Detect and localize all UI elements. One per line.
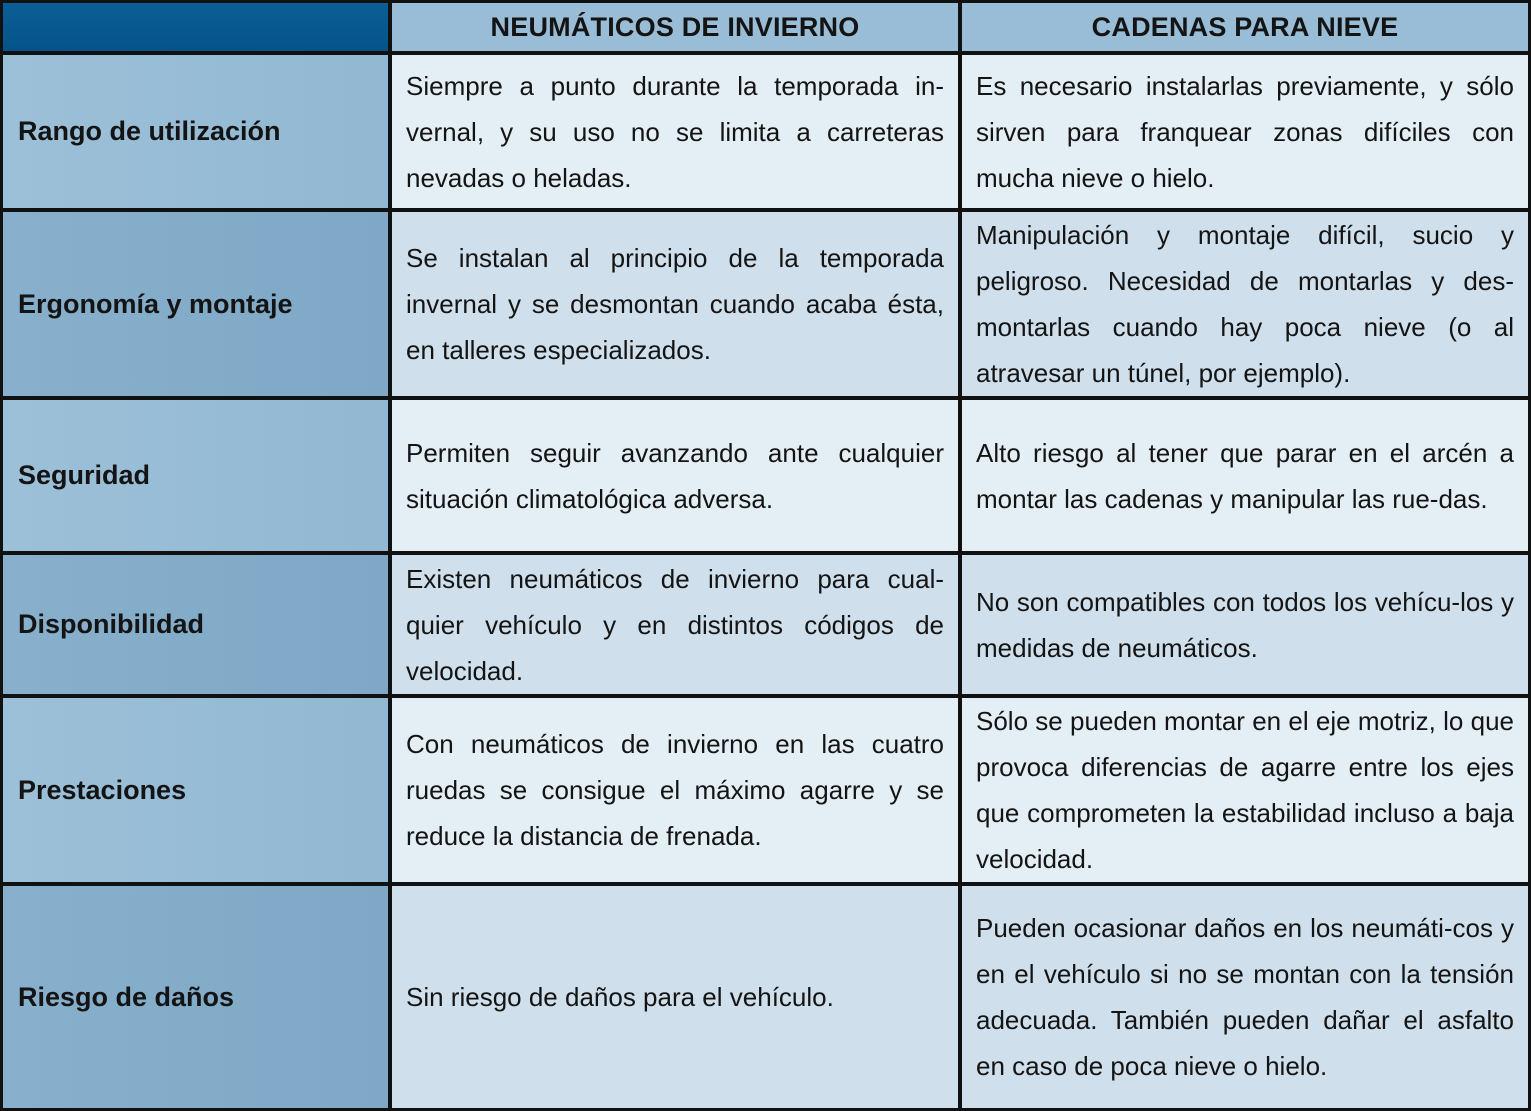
header-winter-tires: NEUMÁTICOS DE INVIERNO	[392, 3, 958, 51]
cell-text: Existen neumáticos de invierno para cual-quier vehículo y en distintos códigos de velocidad.	[406, 563, 944, 686]
cell-text: Permiten seguir avanzando ante cualquier situación climatológica adversa.	[406, 437, 944, 514]
cell-prestaciones-snow-chains	[962, 698, 1528, 882]
cell-text: Pueden ocasionar daños en los neumáti-cos y en el vehículo si no se montan con la tensión adecuada. También pueden dañar el asfalto en caso de poca nieve o hielo.	[976, 913, 1514, 1081]
cell-text: Sin riesgo de daños para el vehículo.	[406, 982, 834, 1012]
cell-text: Se instalan al principio de la temporada invernal y se desmontan cuando acaba ésta, en talleres especializados.	[406, 243, 944, 365]
header-snow-chains: CADENAS PARA NIEVE	[962, 3, 1528, 51]
cell-text: Siempre a punto durante la temporada in-vernal, y su uso no se limita a carreteras nevadas o heladas.	[406, 70, 944, 193]
cell-rango-winter-tires	[392, 55, 958, 208]
cell-text: Alto riesgo al tener que parar en el arcén a montar las cadenas y manipular las rue-das.	[976, 437, 1514, 514]
cell-text: Con neumáticos de invierno en las cuatro ruedas se consigue el máximo agarre y se reduce la distancia de frenada.	[406, 729, 944, 851]
cell-ergonomia-snow-chains	[962, 212, 1528, 396]
cell-seguridad-snow-chains	[962, 400, 1528, 551]
cell-disponibilidad-snow-chains	[962, 555, 1528, 694]
cell-text: Manipulación y montaje difícil, sucio y peligroso. Necesidad de montarlas y des-montarlas cuando hay poca nieve (o al atravesar un túnel, por ejemplo).	[976, 220, 1514, 388]
cell-text: No son compatibles con todos los vehícu-los y medidas de neumáticos.	[976, 586, 1514, 663]
cell-text: Sólo se pueden montar en el eje motriz, lo que provoca diferencias de agarre entre los ejes que comprometen la estabilidad incluso a baja velocidad.	[976, 706, 1514, 874]
row-label-seguridad: Seguridad	[3, 400, 388, 551]
row-label-riesgo: Riesgo de daños	[3, 886, 388, 1108]
row-label-ergonomia: Ergonomía y montaje	[3, 212, 388, 396]
cell-disponibilidad-winter-tires	[392, 555, 958, 694]
row-label-disponibilidad: Disponibilidad	[3, 555, 388, 694]
cell-prestaciones-winter-tires	[392, 698, 958, 882]
row-label-prestaciones: Prestaciones	[3, 698, 388, 882]
cell-riesgo-winter-tires	[392, 886, 958, 1108]
cell-riesgo-snow-chains	[962, 886, 1528, 1108]
row-label-rango: Rango de utilización	[3, 55, 388, 208]
cell-text: Es necesario instalarlas previamente, y sólo sirven para franquear zonas difíciles con mucha nieve o hielo.	[976, 70, 1514, 193]
corner-cell	[3, 3, 388, 51]
cell-rango-snow-chains	[962, 55, 1528, 208]
cell-ergonomia-winter-tires	[392, 212, 958, 396]
cell-seguridad-winter-tires	[392, 400, 958, 551]
